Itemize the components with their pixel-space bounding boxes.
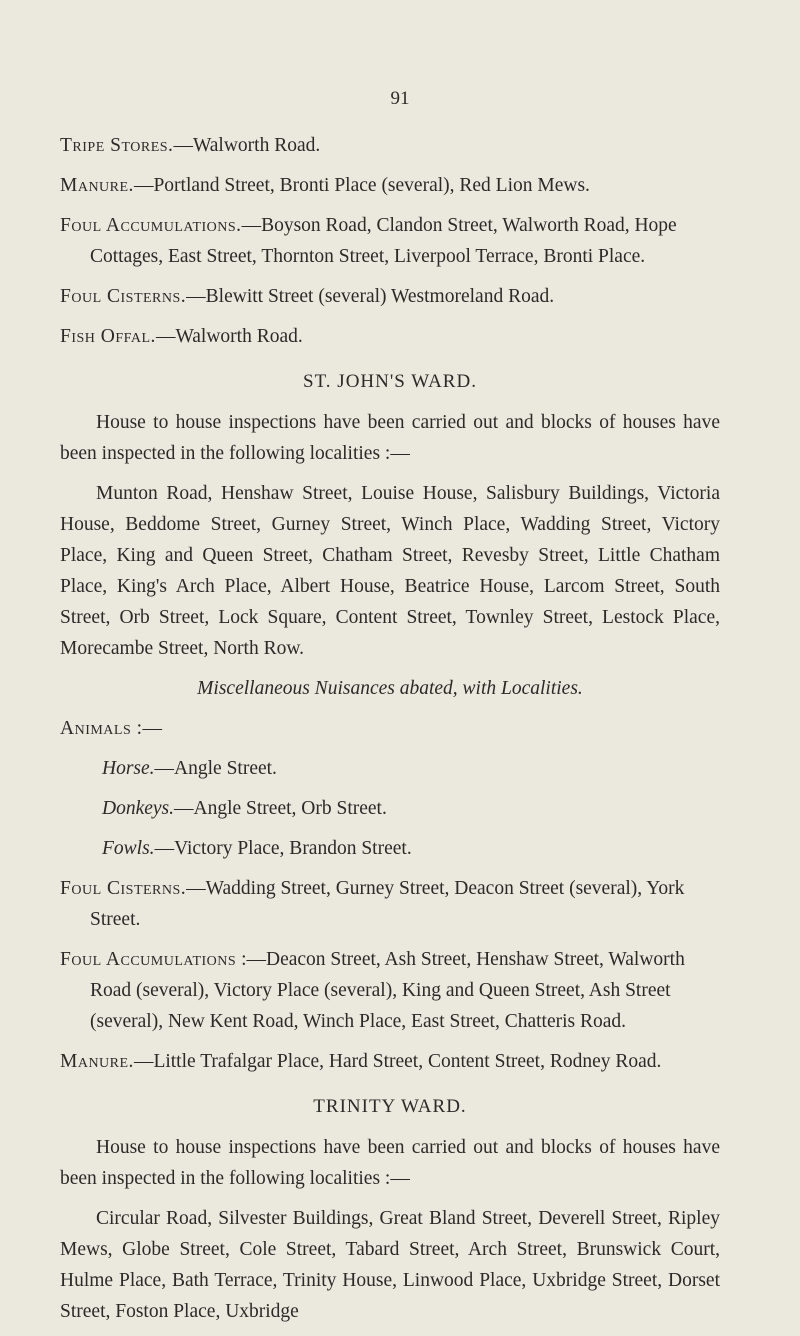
trinity-ward-heading: TRINITY WARD. xyxy=(313,1096,467,1117)
entry-text: —Portland Street, Bronti Place (several), Red Lion Mews. xyxy=(133,175,590,196)
animals-label: Animals :— xyxy=(60,718,163,739)
animal-text: —Angle Street, Orb Street. xyxy=(174,798,387,819)
animal-label: Donkeys. xyxy=(102,798,175,819)
st-johns-manure xyxy=(60,1046,720,1077)
st-johns-ward-heading: ST. JOHN'S WARD. xyxy=(303,371,477,392)
entry-foul-accumulations xyxy=(60,210,720,272)
entry-label: Foul Accumulations xyxy=(60,949,237,970)
animal-text: —Angle Street. xyxy=(154,758,277,779)
animal-text: —Victory Place, Brandon Street. xyxy=(154,838,412,859)
st-johns-intro: House to house inspections have been carried out and blocks of houses have been inspected in the following localities :— xyxy=(60,412,720,464)
entry-text: —Little Trafalgar Place, Hard Street, Content Street, Rodney Road. xyxy=(133,1051,662,1072)
animal-horse xyxy=(60,753,720,784)
st-johns-foul-cisterns xyxy=(60,873,720,935)
page-number: 91 xyxy=(390,88,410,109)
entry-text: —Boyson Road, Clandon Street, Walworth Road, Hope Cottages, East Street, Thornton Street, Liverpool Terrace, Bronti Place. xyxy=(90,215,677,267)
entry-text: —Walworth Road. xyxy=(173,135,321,156)
entry-manure xyxy=(60,170,720,201)
entry-foul-cisterns xyxy=(60,281,720,312)
trinity-intro: House to house inspections have been carried out and blocks of houses have been inspected in the following localities :— xyxy=(60,1137,720,1189)
entry-text: —Blewitt Street (several) Westmoreland Road. xyxy=(186,286,555,307)
entry-text: —Wadding Street, Gurney Street, Deacon Street (several), York Street. xyxy=(90,878,685,930)
entry-label: Foul Cisterns. xyxy=(60,286,187,307)
animal-label: Horse. xyxy=(102,758,155,779)
page-content xyxy=(60,130,720,1336)
entry-text: :—Deacon Street, Ash Street, Henshaw Street, Walworth Road (several), Victory Place (several), King and Queen Street, Ash Street (several), New Kent Road, Winch Place, East Street, Chatteris Road. xyxy=(90,949,685,1032)
animal-fowls xyxy=(60,833,720,864)
trinity-localities: Circular Road, Silvester Buildings, Great Bland Street, Deverell Street, Ripley Mews, Globe Street, Cole Street, Tabard Street, Arch Street, Brunswick Court, Hulme Place, Bath Terrace, Trinity House, Linwood Place, Uxbridge Street, Dorset Street, Foston Place, Uxbridge xyxy=(60,1208,720,1322)
animal-label: Fowls. xyxy=(102,838,155,859)
entry-label: Manure. xyxy=(60,175,134,196)
st-johns-localities: Munton Road, Henshaw Street, Louise House, Salisbury Buildings, Victoria House, Beddome Street, Gurney Street, Winch Place, Wadding Street, Victory Place, King and Queen Street, Chatham Street, Revesby Street, Little Chatham Place, King's Arch Place, Albert House, Beatrice House, Larcom Street, South Street, Orb Street, Lock Square, Content Street, Townley Street, Lestock Place, Morecambe Street, North Row. xyxy=(60,483,720,659)
entry-label: Manure. xyxy=(60,1051,134,1072)
entry-label: Fish Offal. xyxy=(60,326,156,347)
entry-label: Foul Cisterns. xyxy=(60,878,187,899)
entry-tripe-stores xyxy=(60,130,720,161)
entry-label: Foul Accumulations. xyxy=(60,215,242,236)
st-johns-foul-accumulations xyxy=(60,944,720,1037)
nuisances-caption: Miscellaneous Nuisances abated, with Localities. xyxy=(197,678,583,699)
entry-text: —Walworth Road. xyxy=(155,326,303,347)
entry-fish-offal xyxy=(60,321,720,352)
animal-donkeys xyxy=(60,793,720,824)
entry-label: Tripe Stores. xyxy=(60,135,174,156)
